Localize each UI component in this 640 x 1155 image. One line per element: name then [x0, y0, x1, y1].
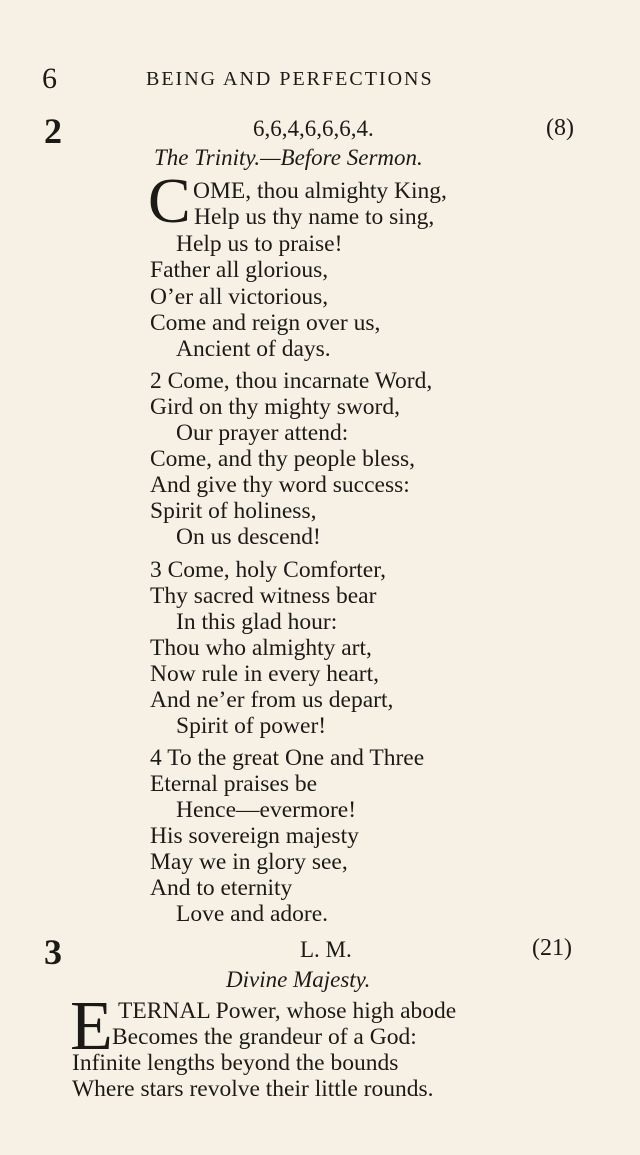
hymn-line: Come and reign over us, [150, 310, 381, 336]
hymn-line: 4 To the great One and Three [150, 745, 425, 771]
hymn-subtitle: The Trinity.—Before Sermon. [154, 145, 423, 170]
hymn-line: His sovereign majesty [150, 823, 359, 849]
hymn-line: In this glad hour: [176, 609, 338, 635]
tune-reference: (21) [532, 935, 572, 961]
hymn-line: Love and adore. [176, 901, 329, 927]
hymn-line: Now rule in every heart, [150, 661, 380, 687]
hymn-line: Ancient of days. [176, 336, 331, 362]
hymn-line: And ne’er from us depart, [150, 687, 394, 713]
hymn-line: Spirit of power! [176, 713, 327, 739]
tune-reference: (8) [546, 115, 574, 141]
hymn-line: Eternal praises be [150, 771, 318, 797]
hymn-line: Our prayer attend: [176, 420, 349, 446]
hymn-line: Thou who almighty art, [150, 635, 372, 661]
hymn-line: O’er all victorious, [150, 284, 329, 310]
hymn-line: Hence—evermore! [176, 797, 357, 823]
hymn-line: May we in glory see, [150, 849, 348, 875]
hymn-line: Help us to praise! [176, 231, 343, 257]
hymn-line: And to eternity [150, 875, 293, 901]
hymn-line: On us descend! [176, 524, 321, 550]
hymn-line: Becomes the grandeur of a God: [112, 1024, 417, 1050]
hymn-meter: L. M. [300, 937, 352, 962]
hymn-line: Infinite lengths beyond the bounds [72, 1050, 399, 1076]
drop-cap: E [70, 988, 113, 1065]
hymn-line: TERNAL Power, whose high abode [118, 998, 457, 1024]
hymn-line: Thy sacred witness bear [150, 583, 377, 609]
page-number: 6 [42, 62, 57, 95]
hymn-line: Help us thy name to sing, [194, 204, 435, 230]
hymn-line: OME, thou almighty King, [193, 178, 447, 204]
hymn-line: 3 Come, holy Comforter, [150, 557, 386, 583]
hymn-line: Where stars revolve their little rounds. [72, 1076, 434, 1102]
hymn-line: Father all glorious, [150, 257, 329, 283]
hymn-subtitle: Divine Majesty. [226, 967, 371, 992]
drop-cap: C [148, 165, 191, 236]
hymn-line: Come, and thy people bless, [150, 446, 415, 472]
hymn-number: 2 [44, 111, 62, 151]
hymn-line: Spirit of holiness, [150, 498, 317, 524]
hymn-number: 3 [44, 932, 62, 972]
hymn-line: 2 Come, thou incarnate Word, [150, 368, 433, 394]
hymn-line: Gird on thy mighty sword, [150, 394, 401, 420]
running-title: BEING AND PERFECTIONS [146, 68, 434, 90]
hymn-meter: 6,6,4,6,6,6,4. [253, 116, 374, 141]
hymn-line: And give thy word success: [150, 472, 410, 498]
